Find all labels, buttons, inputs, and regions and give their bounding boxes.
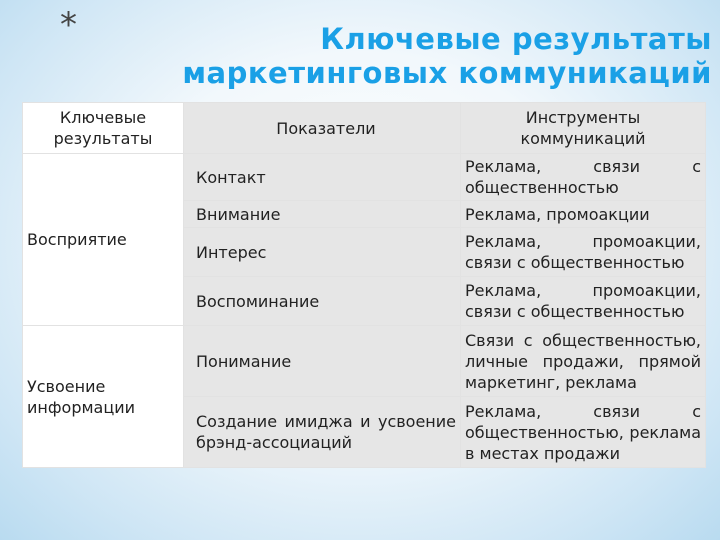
- indicator-cell: Воспоминание: [184, 277, 461, 326]
- table-header-row: [23, 103, 706, 154]
- tools-cell: Реклама, промоакции, связи с общественностью: [461, 277, 706, 326]
- title-area: [60, 5, 712, 100]
- group-assimilation: Усвоение информации: [23, 326, 184, 468]
- group-perception: Восприятие: [23, 154, 184, 326]
- indicator-cell: Понимание: [184, 326, 461, 397]
- slide-title: Ключевые результаты маркетинговых коммуникаций: [182, 22, 712, 90]
- tools-cell: Реклама, промоакции, связи с общественностью: [461, 228, 706, 277]
- indicator-cell: Интерес: [184, 228, 461, 277]
- header-results: Ключевые результаты: [23, 103, 184, 154]
- indicator-cell: Контакт: [184, 154, 461, 201]
- bullet-star: *: [60, 5, 77, 45]
- indicator-cell: Внимание: [184, 201, 461, 228]
- table-row: [23, 326, 706, 397]
- results-table: [22, 102, 706, 468]
- indicator-cell: Создание имиджа и усвоение брэнд-ассоциаций: [184, 397, 461, 468]
- header-tools: Инструменты коммуникаций: [461, 103, 706, 154]
- tools-cell: Связи с общественностью, личные продажи, прямой маркетинг, реклама: [461, 326, 706, 397]
- header-indicators: Показатели: [184, 103, 461, 154]
- tools-cell: Реклама, связи с общественностью, реклама в местах продажи: [461, 397, 706, 468]
- tools-cell: Реклама, промоакции: [461, 201, 706, 228]
- tools-cell: Реклама, связи с общественностью: [461, 154, 706, 201]
- table-row: [23, 154, 706, 201]
